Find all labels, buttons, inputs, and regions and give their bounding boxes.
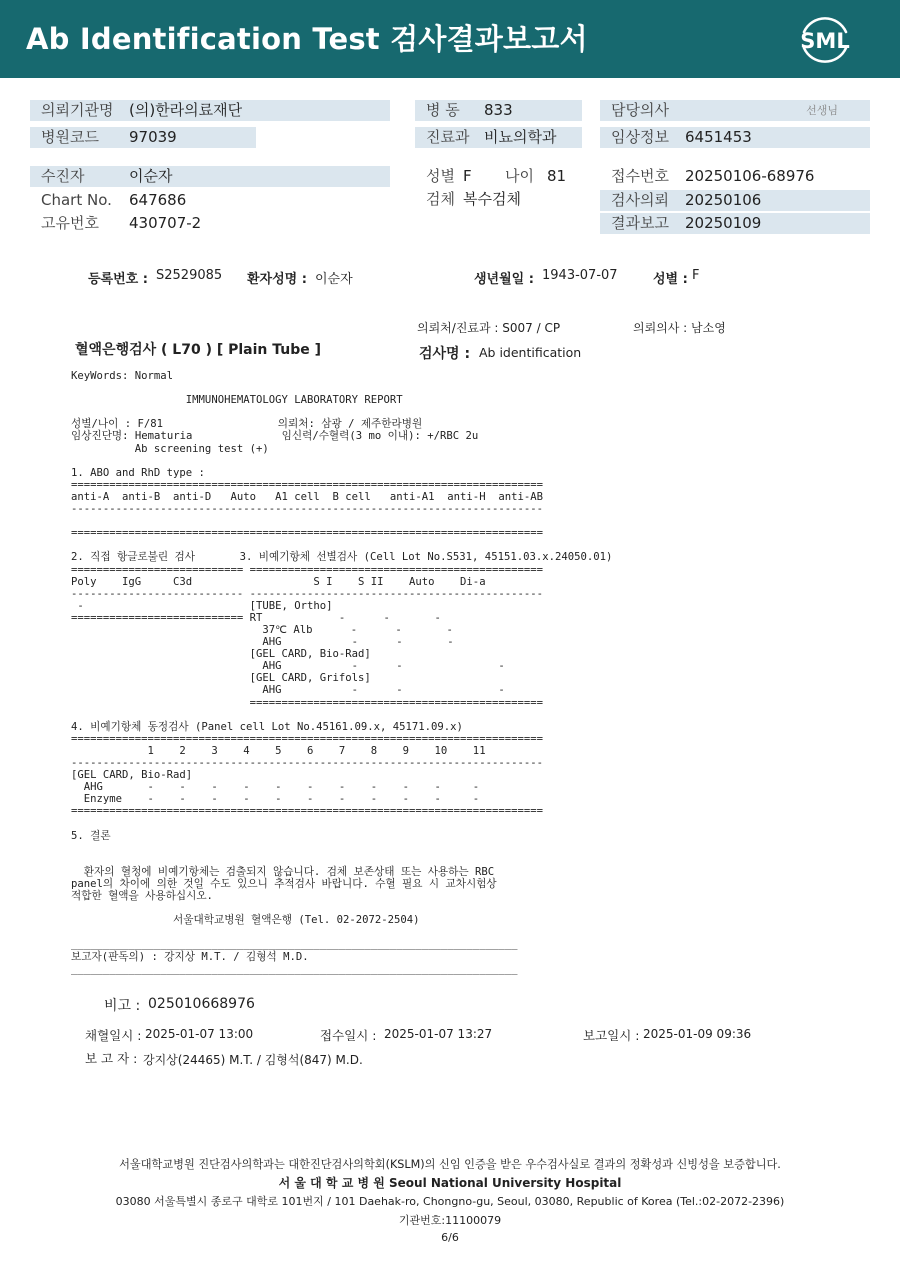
chart-label: Chart No. [41,191,112,209]
age-value: 81 [547,167,567,185]
sml-logo-icon [796,12,854,66]
specimen-value: 복수검체 [463,190,521,208]
receipt-label: 접수번호 [611,167,669,185]
sex-value: F [463,167,472,185]
receipt-value: 20250106-68976 [685,167,815,185]
remark-value: 025010668976 [148,996,255,1012]
report-body: KeyWords: Normal IMMUNOHEMATOLOGY LABORATORY REPORT 성별/나이 : F/81 의뢰처: 삼광 / 제주한라병원 임상진단명: Hematuria 임신력/수혈력(3 mo 이내): +/RBC 2u Ab screening test (+) 1. ABO and RhD type : ========================================================================== anti-A anti-B anti-D Auto A1 cell B cell anti-A1 anti-H anti-AB -------------------------------------------------------------------------- ========================================================================== 2. 직접 항글로불린 검사 3. 비예기항체 선별검사 (Cell Lot No.S531, 45151.03.x.24050.01) =========================== ============================================== Poly IgG C3d S I S II Auto Di-a --------------------------- ---------------------------------------------- - [TUBE, Ortho] =========================== RT - - - 37℃ Alb - - - AHG - - - [GEL CARD, Bio-Rad] AHG - - - [GEL CARD, Grifols] AHG - - - ============================================== 4. 비예기항체 동정검사 (Panel cell Lot No.45161.09.x, 45171.09.x) ========================================================================== 1 2 3 4 5 6 7 8 9 10 11 -------------------------------------------------------------------------- [GEL CARD, Bio-Rad] AHG - - - - - - - - - - - Enzyme - - - - - - - - - - - ========================================================================== 5. 결론 환자의 혈청에 비예기항체는 검출되지 않습니다. 검체 보존상태 또는 사용하는 RBC panel의 차이에 의한 것일 수도 있으니 추적검사 바랍니다. 수혈 필요 시 교차시험상 적합한 혈액을 사용하십시오. 서울대학교병원 혈액은행 (Tel. 02-2072-2504) ______________________________________________________________________ 보고자(판독의) : 강지상 M.T. / 김형석 M.D. ______________________________________________________________________ [71,370,613,975]
unique-value: 430707-2 [129,214,202,232]
reg-value: S2529085 [156,268,223,283]
clinical-label: 임상정보 [611,128,669,146]
field-clinical [600,127,870,148]
doctor-suffix: 선생님 [806,104,838,117]
footer-inst-no: 기관번호:11100079 [398,1214,502,1227]
field-unique [30,213,390,234]
field-chart [30,190,390,211]
doctor-label: 담당의사 [611,101,669,119]
dob-label: 생년월일 : [474,272,534,287]
reg-label: 등록번호 : [88,272,148,287]
request-value: 20250106 [685,191,762,209]
remark-label: 비고 : [104,998,141,1014]
test-category: 혈액은행검사 ( L70 ) [ Plain Tube ] [75,342,322,358]
hospital-code-label: 병원코드 [41,128,99,146]
test-name-label: 검사명 : [419,346,471,362]
clinical-value: 6451453 [685,128,752,146]
received-label: 접수일시 : [320,1028,377,1043]
received-value: 2025-01-07 13:27 [384,1027,493,1041]
field-specimen [415,189,595,210]
referrer-doctor: 의뢰의사 : 남소영 [633,321,726,335]
name-value: 이순자 [315,272,353,287]
report-label: 결과보고 [611,214,669,232]
patient-value: 이순자 [129,167,173,185]
reporter-value: 강지상(24465) M.T. / 김형석(847) M.D. [143,1053,363,1067]
collected-label: 채혈일시 : [85,1028,142,1043]
dept-label: 진료과 [426,128,470,146]
sex-label: 성별 [426,167,455,185]
collected-value: 2025-01-07 13:00 [145,1027,254,1041]
patient-label: 수진자 [41,167,85,185]
field-hospital-code [30,127,256,148]
institution-label: 의뢰기관명 [41,101,114,119]
report-title: Ab Identification Test 검사결과보고서 [26,22,588,56]
reported-label: 보고일시 : [583,1028,640,1043]
ward-label: 병 동 [426,101,460,119]
test-name-value: Ab identification [479,345,582,360]
field-receipt [600,166,870,187]
field-doctor [600,100,870,121]
field-ward [415,100,582,121]
unique-label: 고유번호 [41,214,99,232]
hospital-code-value: 97039 [129,128,177,146]
chart-value: 647686 [129,191,187,209]
footer-cert: 서울대학교병원 진단검사의학과는 대한진단검사의학회(KSLM)의 신임 인증을 받은 우수검사실로 결과의 정확성과 신빙성을 보증합니다. [119,1158,781,1171]
reporter-label: 보 고 자 : [85,1051,138,1066]
report-value: 20250109 [685,214,762,232]
field-institution [30,100,390,121]
field-patient [30,166,390,187]
logo-text: SML [800,29,850,53]
report-sex-value: F [692,268,700,283]
header-bar [0,0,900,78]
institution-value: (의)한라의료재단 [129,101,243,119]
ward-value: 833 [484,101,513,119]
field-report [600,213,870,234]
field-request [600,190,870,211]
page-number: 6/6 [441,1231,459,1244]
request-label: 검사의뢰 [611,191,669,209]
dept-value: 비뇨의학과 [484,128,557,146]
age-label: 나이 [505,167,534,185]
report-sex-label: 성별 : [653,272,688,287]
referrer-dept: 의뢰처/진료과 : S007 / CP [417,321,561,335]
footer-hospital: 서 울 대 학 교 병 원 Seoul National University Hospital [278,1176,622,1190]
reported-value: 2025-01-09 09:36 [643,1027,752,1041]
field-sex-age [415,166,595,187]
specimen-label: 검체 [426,190,455,208]
name-label: 환자성명 : [247,272,307,287]
field-dept [415,127,582,148]
dob-value: 1943-07-07 [542,268,618,283]
footer-address: 03080 서울특별시 종로구 대학로 101번지 / 101 Daehak-ro, Chongno-gu, Seoul, 03080, Republic of Korea (Tel.:02-2072-2396) [115,1195,785,1208]
